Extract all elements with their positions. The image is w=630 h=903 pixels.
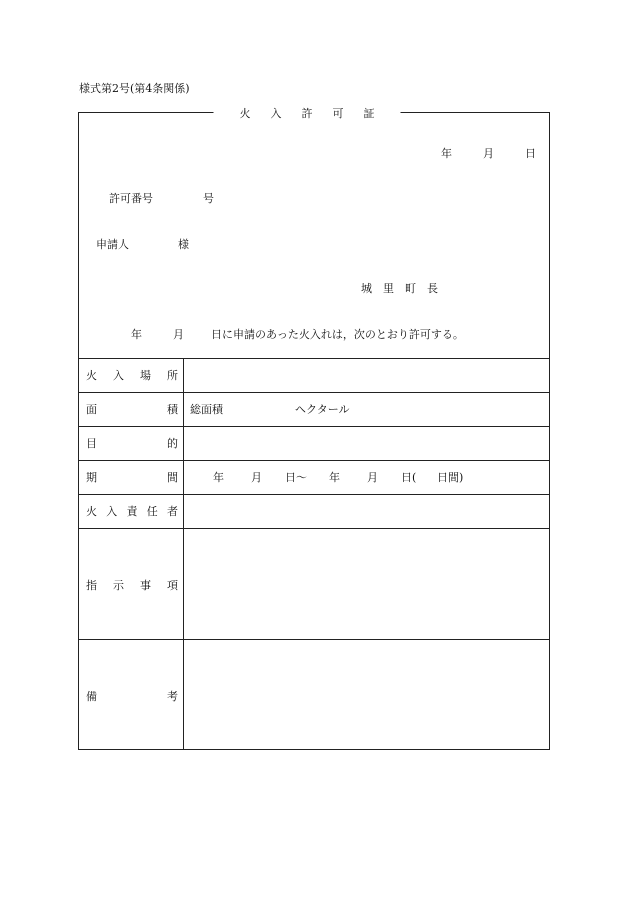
issuer-name — [361, 280, 449, 296]
purpose-field[interactable] — [184, 427, 548, 459]
row-label-char: 積 — [167, 403, 178, 416]
period-end-day: 日( — [401, 471, 417, 484]
applicant-suffix: 様 — [178, 238, 189, 251]
row-label-char: 任 — [146, 505, 158, 518]
statement-year: 年 — [131, 328, 142, 341]
title-char: 火 — [239, 107, 251, 120]
row-label-char: 考 — [167, 690, 178, 703]
row-label-char: 責 — [126, 505, 138, 518]
applicant-label: 申請人 — [96, 238, 129, 251]
row-divider — [79, 392, 549, 393]
location-field[interactable] — [184, 359, 548, 391]
responsible-person-field[interactable] — [184, 495, 548, 527]
title-char: 証 — [363, 107, 375, 120]
row-label-char: 備 — [86, 690, 97, 703]
remarks-field[interactable] — [184, 640, 548, 749]
row-label-instructions — [86, 577, 178, 593]
area-unit: ヘクタール — [295, 403, 350, 416]
document-title — [214, 105, 401, 121]
permit-number-suffix: 号 — [203, 192, 214, 205]
row-label-location — [86, 367, 178, 383]
issue-month: 月 — [483, 147, 494, 160]
row-label-area — [86, 401, 178, 417]
row-label-char: 所 — [167, 369, 178, 382]
row-label-char: 事 — [140, 579, 151, 592]
period-start-day: 日～ — [285, 471, 307, 484]
permit-statement — [131, 326, 464, 342]
permit-form-frame — [78, 107, 550, 750]
row-label-char: 項 — [167, 579, 178, 592]
title-char: 入 — [270, 107, 282, 120]
issue-date — [441, 145, 536, 161]
row-label-purpose — [86, 435, 178, 451]
row-label-char: 入 — [113, 369, 124, 382]
title-char: 許 — [301, 107, 313, 120]
row-label-char: 入 — [106, 505, 118, 518]
row-label-char: 目 — [86, 437, 97, 450]
row-label-char: 間 — [167, 471, 178, 484]
area-total-prefix: 総面積 — [190, 403, 223, 416]
row-label-char: 者 — [167, 505, 178, 518]
period-end-year: 年 — [329, 471, 340, 484]
period-end-month: 月 — [367, 471, 378, 484]
row-divider — [79, 460, 549, 461]
permit-number-label: 許可番号 — [109, 192, 153, 205]
row-label-char: 火 — [86, 505, 97, 518]
issuer-char: 城 — [361, 282, 372, 295]
issue-year: 年 — [441, 147, 452, 160]
row-label-char: 的 — [167, 437, 178, 450]
issuer-char: 長 — [427, 282, 438, 295]
row-label-char: 面 — [86, 403, 97, 416]
period-days: 日間) — [437, 471, 464, 484]
row-label-period — [86, 469, 178, 485]
period-start-month: 月 — [251, 471, 262, 484]
row-label-char: 期 — [86, 471, 97, 484]
instructions-field[interactable] — [184, 529, 548, 638]
row-label-char: 示 — [113, 579, 124, 592]
row-label-responsible-person — [86, 503, 178, 519]
form-number-label: 様式第2号(第4条関係) — [79, 82, 190, 95]
row-label-char: 火 — [86, 369, 97, 382]
row-label-char: 指 — [86, 579, 97, 592]
row-label-remarks — [86, 688, 178, 704]
statement-text: 日に申請のあった火入れは，次のとおり許可する。 — [211, 328, 464, 341]
statement-month: 月 — [173, 328, 184, 341]
title-char: 可 — [332, 107, 344, 120]
row-label-char: 場 — [140, 369, 151, 382]
issue-day: 日 — [525, 147, 536, 160]
period-start-year: 年 — [213, 471, 224, 484]
issuer-char: 里 — [383, 282, 394, 295]
issuer-char: 町 — [405, 282, 416, 295]
